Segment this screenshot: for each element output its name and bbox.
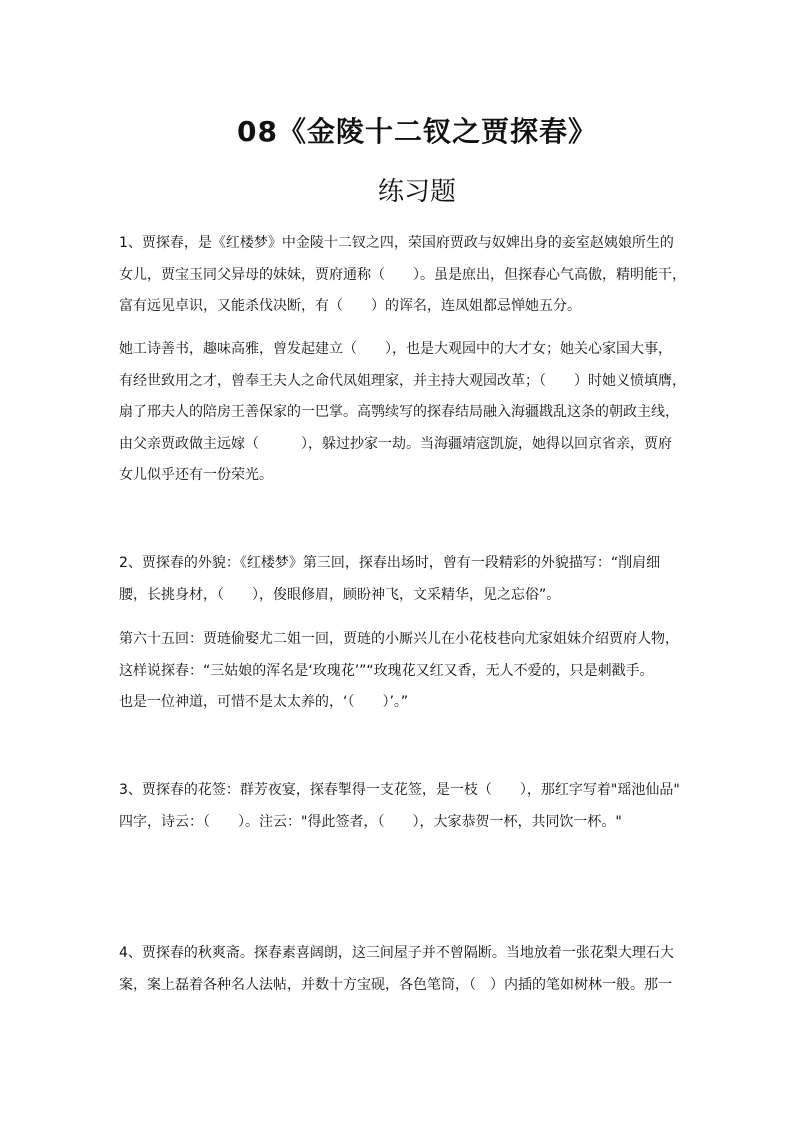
question-4-paragraph-1 <box>119 938 681 1001</box>
text-line: 由父亲贾政做主远嫁（ ），躲过抄家一劫。当海疆靖寇凯旋，她得以回京省亲，贾府 <box>119 435 672 452</box>
text-line: 腰，长挑身材，（ ），俊眼修眉，顾盼神飞，文采精华，见之忘俗”。 <box>119 586 561 603</box>
text-line: 也是一位神道，可惜不是太太养的，‘（ ）’。” <box>119 694 409 710</box>
text-line: 女儿，贾宝玉同父异母的妹妹，贾府通称（ ）。虽是庶出，但探春心气高傲，精明能干， <box>119 266 686 283</box>
text-line: 四字，诗云：（ ）。注云："得此签者，（ ），大家恭贺一杯，共同饮一杯。" <box>119 813 622 830</box>
text-line: 第六十五回：贾琏偷娶尤二姐一回，贾琏的小厮兴儿在小花枝巷向尤家姐妹介绍贾府人物， <box>119 631 679 647</box>
text-line: 案，案上磊着各种名人法帖，并数十方宝砚，各色笔筒，（ ）内插的笔如树林一般。那一 <box>119 976 672 993</box>
question-1-paragraph-2 <box>119 334 686 492</box>
text-line: 这样说探春：“三姑娘的浑名是‘玫瑰花’”“玫瑰花又红又香，无人不爱的，只是刺戳手。 <box>119 662 654 679</box>
text-line: 女儿似乎还有一份荣光。 <box>119 467 273 483</box>
text-line: 2、贾探春的外貌：《红楼梦》第三回，探春出场时，曾有一段精彩的外貌描写：“削肩细 <box>119 555 661 571</box>
question-2-paragraph-1 <box>119 548 681 611</box>
question-3-paragraph-1 <box>119 775 681 838</box>
document-title: 08《金陵十二钗之贾探春》 <box>237 115 597 148</box>
document-subtitle: 练习题 <box>377 177 456 207</box>
text-line: 4、贾探春的秋爽斋。探春素喜阔朗，这三间屋子并不曾隔断。当地放着一张花梨大理石大 <box>119 945 674 961</box>
text-line: 她工诗善书，趣味高雅，曾发起建立（ ），也是大观园中的大才女；她关心家国大事， <box>119 341 672 357</box>
question-1-paragraph-1 <box>119 228 686 323</box>
text-line: 富有远见卓识，又能杀伐决断，有（ ）的诨名，连凤姐都忌惮她五分。 <box>119 298 581 314</box>
text-line: 有经世致用之才，曾奉王夫人之命代凤姐理家，并主持大观园改革；（ ）时她义愤填膺， <box>119 372 686 389</box>
text-line: 扇了邢夫人的陪房王善保家的一巴掌。高鹗续写的探春结局融入海疆戡乱这条的朝政主线， <box>119 404 679 420</box>
text-line: 3、贾探春的花签：群芳夜宴，探春掣得一支花签，是一枝（ ），那红字写着"瑶池仙品" <box>119 782 680 798</box>
text-line: 1、贾探春，是《红楼梦》中金陵十二钗之四，荣国府贾政与奴婢出身的妾室赵姨娘所生的 <box>119 235 674 251</box>
question-2-paragraph-2 <box>119 624 681 719</box>
